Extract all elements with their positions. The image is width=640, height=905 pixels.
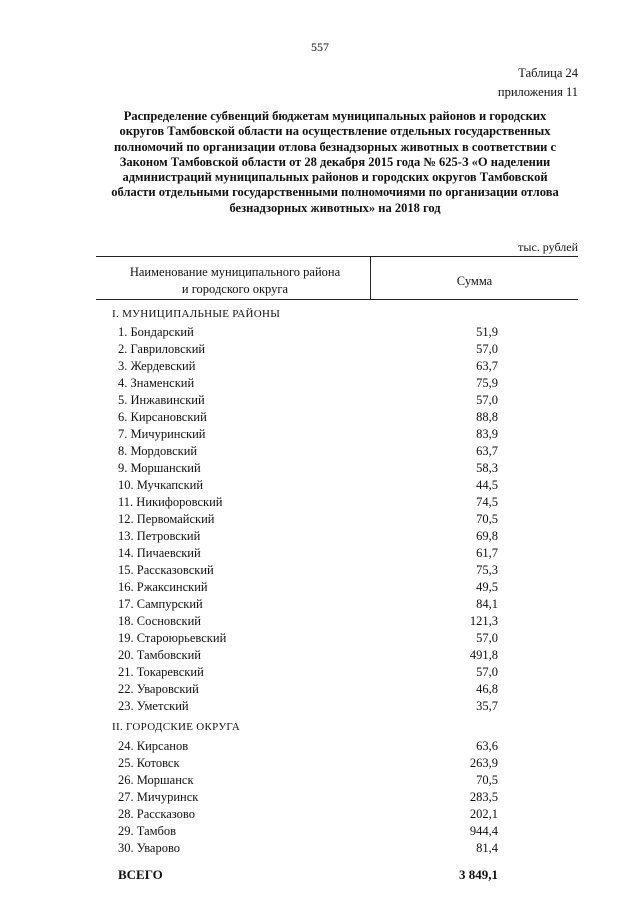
- row-value: 263,9: [469, 756, 498, 770]
- table-row: [118, 699, 498, 716]
- table-row: [118, 739, 498, 756]
- total-label: ВСЕГО: [118, 867, 163, 882]
- row-value: 70,5: [476, 512, 498, 526]
- row-name: 15. Рассказовский: [118, 563, 214, 577]
- table-row: [118, 756, 498, 773]
- row-value: 57,0: [476, 665, 498, 679]
- row-value: 51,9: [476, 325, 498, 339]
- row-value: 491,8: [469, 648, 498, 662]
- table-row: [118, 773, 498, 790]
- row-value: 49,5: [476, 580, 498, 594]
- row-name: 14. Пичаевский: [118, 546, 201, 560]
- table-row: [118, 824, 498, 841]
- table-row: [118, 444, 498, 461]
- table-reference: [498, 64, 578, 102]
- row-name: 9. Моршанский: [118, 461, 201, 475]
- table-row: [118, 393, 498, 410]
- table-row: [118, 546, 498, 563]
- row-name: 29. Тамбов: [118, 824, 177, 838]
- row-name: 17. Сампурский: [118, 597, 203, 611]
- row-value: 121,3: [469, 614, 498, 628]
- row-value: 944,4: [469, 824, 498, 838]
- row-value: 63,7: [476, 359, 498, 373]
- row-name: 3. Жердевский: [118, 359, 196, 373]
- table-row: [118, 512, 498, 529]
- row-value: 46,8: [476, 682, 498, 696]
- table-row: [118, 495, 498, 512]
- row-value: 283,5: [469, 790, 498, 804]
- row-name: 16. Ржаксинский: [118, 580, 208, 594]
- table-header-border: [96, 299, 578, 300]
- row-name: 1. Бондарский: [118, 325, 194, 339]
- row-value: 57,0: [476, 631, 498, 645]
- row-value: 63,7: [476, 444, 498, 458]
- table-row: [118, 580, 498, 597]
- row-value: 69,8: [476, 529, 498, 543]
- table-row: [118, 376, 498, 393]
- row-name: 24. Кирсанов: [118, 739, 189, 753]
- column-header-name-line2: и городского округа: [181, 282, 289, 296]
- row-value: 44,5: [476, 478, 498, 492]
- table-top-border: [96, 256, 578, 257]
- table-row: [118, 342, 498, 359]
- table-row: [118, 631, 498, 648]
- row-value: 202,1: [469, 807, 498, 821]
- column-header-name: [100, 264, 370, 298]
- row-name: 22. Уваровский: [118, 682, 199, 696]
- row-name: 8. Мордовский: [118, 444, 198, 458]
- table-row: [118, 841, 498, 858]
- row-name: 27. Мичуринск: [118, 790, 199, 804]
- table-row: [118, 410, 498, 427]
- section-title-city-districts: II. ГОРОДСКИЕ ОКРУГА: [112, 721, 241, 733]
- row-value: 75,9: [476, 376, 498, 390]
- table-row: [118, 648, 498, 665]
- table-number: Таблица 24: [518, 66, 578, 80]
- total-value: 3 849,1: [459, 867, 498, 882]
- table-row: [118, 427, 498, 444]
- row-name: 12. Первомайский: [118, 512, 215, 526]
- table-row: [118, 807, 498, 824]
- row-value: 57,0: [476, 393, 498, 407]
- table-row: [118, 563, 498, 580]
- units-label: тыс. рублей: [518, 240, 578, 254]
- appendix-number: приложения 11: [497, 85, 578, 99]
- row-value: 81,4: [476, 841, 498, 855]
- table-row: [118, 325, 498, 342]
- row-name: 6. Кирсановский: [118, 410, 207, 424]
- document-title: Распределение субвенций бюджетам муниципальных районов и городских округов Тамбовской области на осуществление отдельных государственных полномочий по организации отлова безнадзорных животных в соответствии с Законом Тамбовской области от 28 декабря 2015 года № 625-З «О наделении администраций муниципальных районов и городских округов Тамбовской области отдельными государственными полномочиями по организации отлова безнадзорных животных» на 2018 год: [111, 109, 559, 215]
- row-value: 74,5: [476, 495, 498, 509]
- row-name: 11. Никифоровский: [118, 495, 223, 509]
- page-number: 557: [311, 40, 329, 54]
- table-row: [118, 682, 498, 699]
- row-name: 10. Мучкапский: [118, 478, 204, 492]
- row-name: 7. Мичуринский: [118, 427, 206, 441]
- table-row: [118, 359, 498, 376]
- row-value: 75,3: [476, 563, 498, 577]
- row-name: 28. Рассказово: [118, 807, 195, 821]
- row-name: 26. Моршанск: [118, 773, 194, 787]
- row-value: 61,7: [476, 546, 498, 560]
- row-value: 83,9: [476, 427, 498, 441]
- row-name: 18. Сосновский: [118, 614, 201, 628]
- row-value: 35,7: [476, 699, 498, 713]
- row-value: 88,8: [476, 410, 498, 424]
- table-row: [118, 529, 498, 546]
- row-name: 19. Староюрьевский: [118, 631, 227, 645]
- table-row: [118, 790, 498, 807]
- row-value: 57,0: [476, 342, 498, 356]
- table-row: [118, 597, 498, 614]
- row-value: 70,5: [476, 773, 498, 787]
- row-name: 5. Инжавинский: [118, 393, 205, 407]
- row-value: 84,1: [476, 597, 498, 611]
- row-name: 21. Токаревский: [118, 665, 204, 679]
- row-name: 13. Петровский: [118, 529, 201, 543]
- row-name: 20. Тамбовский: [118, 648, 201, 662]
- table-row: [118, 614, 498, 631]
- column-header-name-line1: Наименование муниципального района: [129, 265, 341, 279]
- row-value: 63,6: [476, 739, 498, 753]
- row-name: 2. Гавриловский: [118, 342, 206, 356]
- row-name: 4. Знаменский: [118, 376, 195, 390]
- table-row: [118, 665, 498, 682]
- row-name: 25. Котовск: [118, 756, 180, 770]
- section-title-districts: I. МУНИЦИПАЛЬНЫЕ РАЙОНЫ: [112, 308, 281, 320]
- column-header-sum: Сумма: [456, 274, 493, 288]
- row-value: 58,3: [476, 461, 498, 475]
- table-row: [118, 478, 498, 495]
- table-row: [118, 461, 498, 478]
- row-name: 30. Уварово: [118, 841, 181, 855]
- row-name: 23. Уметский: [118, 699, 189, 713]
